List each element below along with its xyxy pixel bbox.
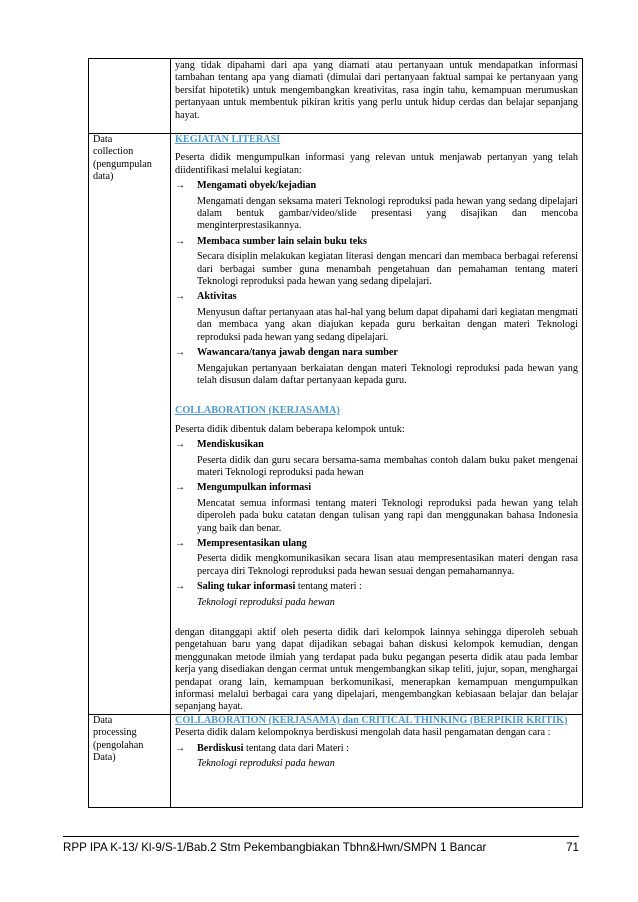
table-row: [89, 134, 583, 715]
item-description: Mencatat semua informasi tentang materi Teknologi reproduksi pada hewan yang telah diperoleh pada buku catatan dengan tulisan yang rapi dan menggunakan bahasa Indonesia yang baik dan benar.: [197, 497, 578, 534]
collab-intro: Peserta didik dibentuk dalam beberapa kelompok untuk:: [175, 423, 405, 435]
list-item: → Wawancara/tanya jawab dengan nara sumber: [175, 347, 398, 359]
section-header-critical-thinking: COLLABORATION (KERJASAMA) dan CRITICAL THINKING (BERPIKIR KRITIK): [175, 714, 568, 726]
arrow-icon: →: [175, 581, 186, 593]
row-label: [89, 59, 171, 134]
row-label-data-processing: Data processing (pengolahan Data): [89, 714, 171, 807]
arrow-icon: →: [175, 537, 186, 549]
list-item: → Mendiskusikan: [175, 439, 264, 451]
section-header-literasi: KEGIATAN LITERASI: [175, 134, 281, 145]
page-footer: [63, 836, 579, 854]
arrow-icon: →: [175, 347, 186, 359]
item-description: Mengamati dengan seksama materi Teknologi reproduksi pada hewan yang sedang dipelajari dalam bentuk gambar/video/slide presentasi yang disajikan dan mencoba menginterprestasikannya.: [197, 195, 578, 232]
item-description: Secara disiplin melakukan kegiatan literasi dengan mencari dan membaca berbagai referensi dari berbagai sumber guna menambah pengetahuan dan pemahaman tentang materi Teknologi reproduksi pada hewan yang sedang dipelajari.: [197, 251, 578, 288]
list-item: → Mempresentasikan ulang: [175, 537, 307, 549]
arrow-icon: →: [175, 742, 186, 754]
list-item: → Mengumpulkan informasi: [175, 482, 312, 494]
arrow-icon: →: [175, 482, 186, 494]
row-label-data-collection: Data collection (pengumpulan data): [89, 134, 171, 715]
row-content: [171, 59, 583, 134]
list-item: → Aktivitas: [175, 291, 237, 303]
table-row: [89, 714, 583, 807]
list-item: → Membaca sumber lain selain buku teks: [175, 235, 367, 247]
item-description: Peserta didik mengkomunikasikan secara lisan atau mempresentasikan materi dengan rasa percaya diri Teknologi reproduksi pada hewan sesuai dengan pemahamannya.: [197, 553, 578, 577]
row-content: [171, 134, 583, 715]
arrow-icon: →: [175, 235, 186, 247]
arrow-icon: →: [175, 180, 186, 192]
section-header-collaboration: COLLABORATION (KERJASAMA): [175, 405, 340, 417]
lesson-table: [88, 58, 583, 808]
list-item: → Saling tukar informasi tentang materi :: [175, 581, 362, 593]
item-topic: Teknologi reproduksi pada hewan: [197, 758, 335, 770]
page-number: 71: [566, 841, 579, 854]
processing-intro: Peserta didik dalam kelompoknya berdiskusi mengolah data hasil pengamatan dengan cara :: [175, 727, 551, 739]
item-description: Menyusun daftar pertanyaan atas hal-hal yang belum dapat dipahami dari kegiatan mengmati dan membaca yang akan diajukan kepada guru berkaitan dengan materi Teknologi reproduksi pada hewan yang sedang dipelajari.: [197, 306, 578, 343]
arrow-icon: →: [175, 291, 186, 303]
continuation-text: yang tidak dipahami dari apa yang diamati atau pertanyaan untuk mendapatkan informasi tambahan tentang apa yang diamati (dimulai dari pertanyaan faktual sampai ke pertanyaan yang bersifat hipotetik) untuk mengembangkan kreativitas, rasa ingin tahu, kemampuan merumuskan pertanyaan untuk membentuk pikiran kritis yang perlu untuk hidup cerdas dan belajar sepanjang hayat.: [175, 60, 578, 121]
list-item: → Mengamati obyek/kejadian: [175, 180, 317, 192]
literasi-intro: Peserta didik mengumpulkan informasi yang relevan untuk menjawab pertanyan yang telah diidentifikasi melalui kegiatan:: [175, 152, 578, 176]
item-topic: Teknologi reproduksi pada hewan: [197, 596, 335, 608]
row-content: [171, 714, 583, 807]
footer-document-title: RPP IPA K-13/ Kl-9/S-1/Bab.2 Stm Pekembangbiakan Tbhn&Hwn/SMPN 1 Bancar: [63, 841, 487, 854]
list-item: → Berdiskusi tentang data dari Materi :: [175, 742, 349, 754]
table-row: [89, 59, 583, 134]
closing-paragraph: dengan ditanggapi aktif oleh peserta didik dari kelompok lainnya sehingga diperoleh sebuah pengetahuan baru yang dapat dijadikan sebagai bahan diskusi kelompok kemudian, dengan menggunakan metode ilmiah yang terdapat pada buku pegangan peserta didik atau pada lembar kerja yang disediakan dengan cermat untuk mengembangkan sikap teliti, jujur, sopan, menghargai pendapat orang lain, kemampuan berkomunikasi, menerapkan kemampuan mengumpulkan informasi melalui berbagai cara yang dipelajari, mengembangkan kebiasaan belajar dan belajar sepanjang hayat.: [175, 627, 578, 713]
item-description: Mengajukan pertanyaan berkaiatan dengan materi Teknologi reproduksi pada hewan yang telah disusun dalam daftar pertanyaan kepada guru.: [197, 362, 578, 386]
arrow-icon: →: [175, 439, 186, 451]
item-description: Peserta didik dan guru secara bersama-sama membahas contoh dalam buku paket mengenai materi Teknologi reproduksi pada hewan: [197, 454, 578, 478]
